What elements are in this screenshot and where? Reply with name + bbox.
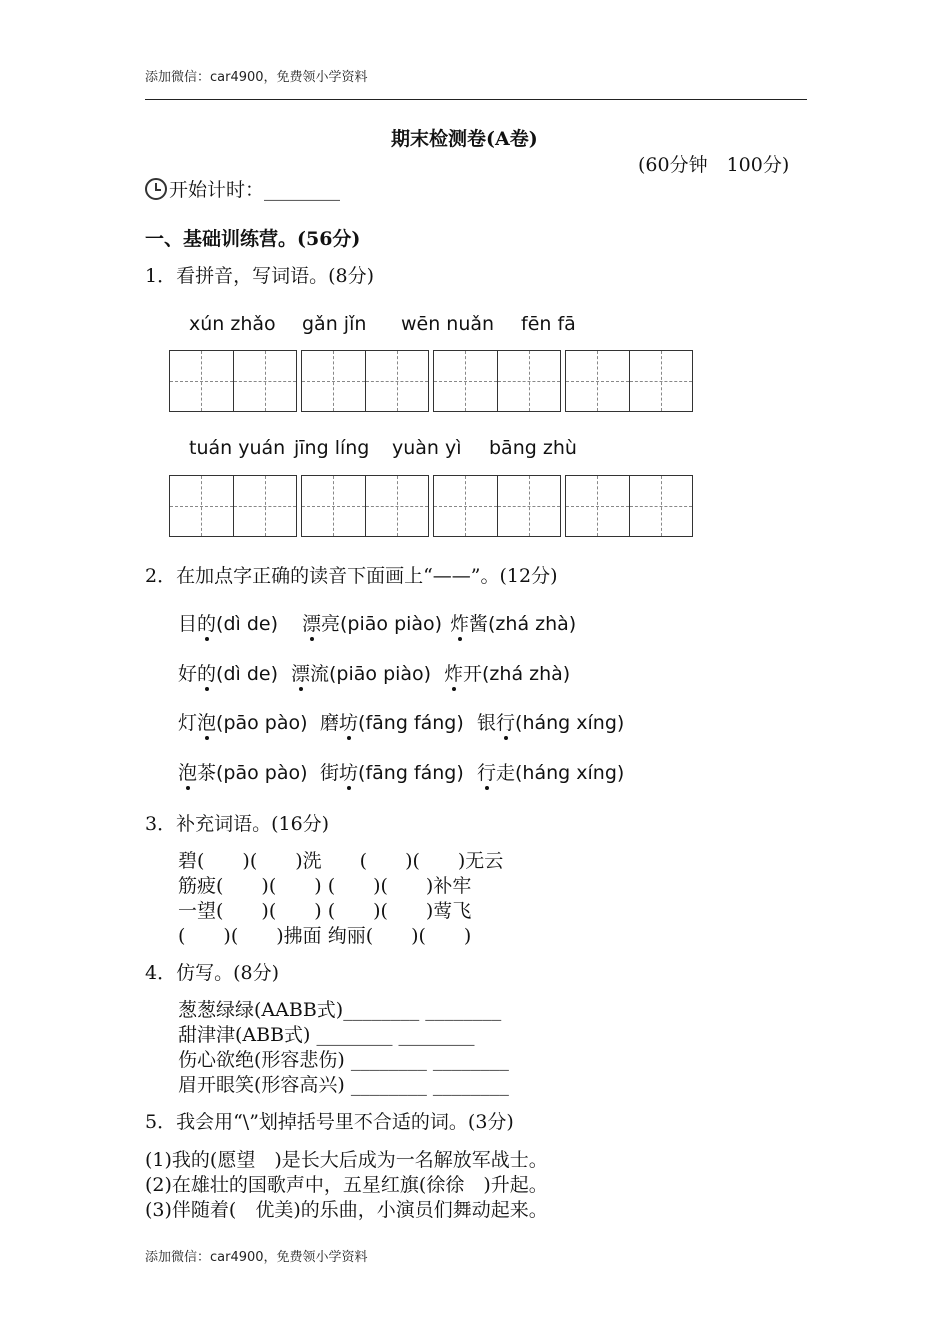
writing-grid-row2 <box>169 475 697 537</box>
q3-line: 一望( )( ) ( )( )莺飞 <box>178 900 472 922</box>
q3-label: 3．补充词语。(16分) <box>145 813 330 835</box>
q2-line: 街坊(fāng fáng) <box>320 758 464 785</box>
q3-line: 筋疲( )( ) ( )( )补牢 <box>178 875 472 897</box>
dotted-char: 炸 <box>450 609 469 636</box>
q2-line: 磨坊(fāng fáng) <box>320 708 464 735</box>
pinyin-1: xún zhǎo <box>189 313 276 335</box>
dotted-char: 漂 <box>291 659 310 686</box>
q3-line: ( )( )拂面 绚丽( )( ) <box>178 925 472 947</box>
pinyin-5: tuán yuán <box>189 437 286 459</box>
q5-line: (3)伴随着( 优美)的乐曲，小演员们舞动起来。 <box>145 1199 548 1221</box>
q2-line: 泡茶(pāo pào) <box>178 758 308 785</box>
q2-line: 行走(háng xíng) <box>477 758 624 785</box>
writing-box[interactable] <box>433 475 561 537</box>
dotted-char: 的 <box>197 609 216 636</box>
header-rule <box>145 99 807 100</box>
dotted-char: 坊 <box>339 708 358 735</box>
dotted-char: 行 <box>496 708 515 735</box>
q4-line: 葱葱绿绿(AABB式)________ ________ <box>178 999 502 1021</box>
q2-line: 好的(dì de) <box>178 659 278 686</box>
dotted-char: 坊 <box>339 758 358 785</box>
header-note: 添加微信：car4900，免费领小学资料 <box>145 70 368 85</box>
pinyin-7: yuàn yì <box>392 437 462 459</box>
section-heading: 一、基础训练营。(56分) <box>145 228 361 250</box>
q2-line: 银行(háng xíng) <box>477 708 624 735</box>
q2-line: 目的(dì de) <box>178 609 278 636</box>
q2-line: 炸酱(zhá zhà) <box>450 609 576 636</box>
clock-icon <box>145 178 167 200</box>
pinyin-4: fēn fā <box>521 313 576 335</box>
q4-line: 眉开眼笑(形容高兴) ________ ________ <box>178 1074 509 1096</box>
writing-box[interactable] <box>301 475 429 537</box>
q1-label: 1．看拼音，写词语。(8分) <box>145 265 375 287</box>
writing-box[interactable] <box>565 475 693 537</box>
q3-line: 碧( )( )洗 ( )( )无云 <box>178 850 504 872</box>
pinyin-3: wēn nuǎn <box>401 313 495 335</box>
q4-label: 4．仿写。(8分) <box>145 962 280 984</box>
q2-line: 漂亮(piāo piào) <box>302 609 442 636</box>
q2-line: 漂流(piāo piào) <box>291 659 431 686</box>
writing-box[interactable] <box>433 350 561 412</box>
timer-label: 开始计时： <box>169 179 265 201</box>
page-title: 期末检测卷(A卷) <box>391 128 538 150</box>
q2-label: 2．在加点字正确的读音下面画上“——”。(12分) <box>145 565 558 587</box>
pinyin-8: bāng zhù <box>489 437 577 459</box>
time-info: (60分钟 100分) <box>638 154 790 176</box>
q2-line: 灯泡(pāo pào) <box>178 708 308 735</box>
dotted-char: 泡 <box>197 708 216 735</box>
q5-label: 5．我会用“\”划掉括号里不合适的词。(3分) <box>145 1111 514 1133</box>
pinyin-2: gǎn jǐn <box>302 313 367 335</box>
writing-grid-row1 <box>169 350 697 412</box>
writing-box[interactable] <box>301 350 429 412</box>
dotted-char: 行 <box>477 758 496 785</box>
q5-line: (2)在雄壮的国歌声中，五星红旗(徐徐 )升起。 <box>145 1174 548 1196</box>
timer-line <box>145 175 340 202</box>
q5-line: (1)我的(愿望 )是长大后成为一名解放军战士。 <box>145 1149 548 1171</box>
pinyin-6: jīng líng <box>294 437 370 459</box>
dotted-char: 漂 <box>302 609 321 636</box>
writing-box[interactable] <box>169 350 297 412</box>
writing-box[interactable] <box>565 350 693 412</box>
timer-blank: ________ <box>264 179 341 201</box>
q4-line: 甜津津(ABB式) ________ ________ <box>178 1024 475 1046</box>
dotted-char: 的 <box>197 659 216 686</box>
q2-line: 炸开(zhá zhà) <box>444 659 570 686</box>
q4-line: 伤心欲绝(形容悲伤) ________ ________ <box>178 1049 509 1071</box>
writing-box[interactable] <box>169 475 297 537</box>
footer-note: 添加微信：car4900，免费领小学资料 <box>145 1250 368 1265</box>
dotted-char: 泡 <box>178 758 197 785</box>
dotted-char: 炸 <box>444 659 463 686</box>
